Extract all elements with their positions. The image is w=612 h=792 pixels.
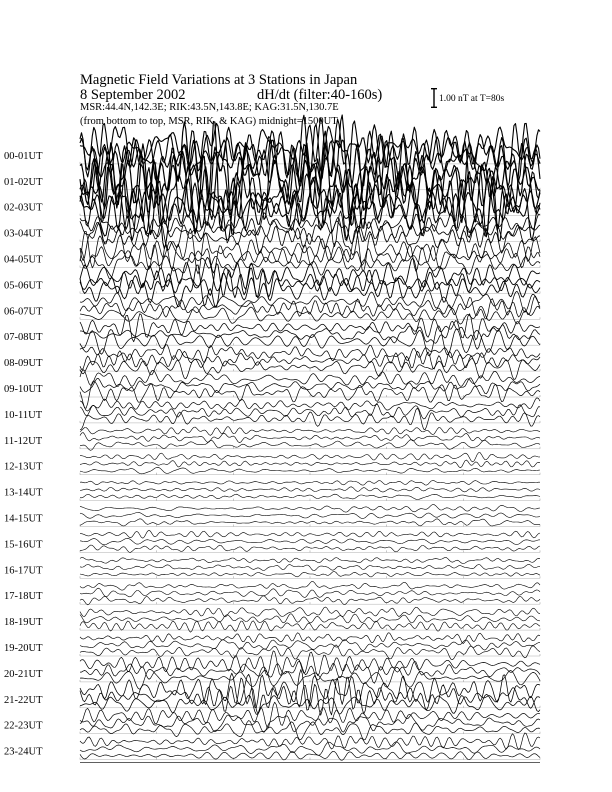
trace-rik	[80, 588, 540, 597]
trace-kag	[80, 582, 540, 591]
trace-rik	[80, 433, 540, 443]
trace-rik	[80, 351, 540, 370]
chart-date: 8 September 2002	[80, 87, 186, 103]
chart-title: Magnetic Field Variations at 3 Stations in Japan	[80, 72, 358, 88]
trace-rik	[80, 296, 540, 319]
trace-msr	[80, 326, 540, 356]
chart-quantity: dH/dt (filter:40-160s)	[257, 87, 383, 103]
trace-rik	[80, 564, 540, 570]
hour-row-label: 11-12UT	[4, 435, 43, 447]
hour-row-label: 20-21UT	[4, 668, 43, 680]
trace-rik	[80, 614, 540, 623]
hour-row-label: 15-16UT	[4, 539, 43, 551]
trace-rik	[80, 460, 540, 468]
trace-kag	[80, 733, 540, 750]
trace-rik	[80, 512, 540, 518]
trace-kag	[80, 453, 540, 462]
hour-row-label: 13-14UT	[4, 487, 43, 499]
scale-label: 1.00 nT at T=80s	[439, 94, 505, 104]
trace-rik	[80, 677, 540, 715]
trace-kag	[80, 398, 540, 411]
trace-kag	[80, 505, 540, 513]
station-order-note: (from bottom to top, MSR, RIK, & KAG) midnight=1500UT	[80, 116, 338, 127]
hour-row-label: 18-19UT	[4, 617, 43, 629]
trace-rik	[80, 487, 540, 492]
trace-kag	[80, 427, 540, 436]
trace-msr	[80, 572, 540, 577]
hour-row-label: 01-02UT	[4, 176, 43, 188]
hour-row-label: 23-24UT	[4, 746, 43, 758]
hour-row-label: 03-04UT	[4, 228, 43, 240]
station-coordinates: MSR:44.4N,142.3E; RIK:43.5N,143.8E; KAG:31.5N,130.7E	[80, 102, 339, 113]
hour-row-label: 22-23UT	[4, 720, 43, 732]
hour-row-label: 08-09UT	[4, 358, 43, 370]
trace-rik	[80, 640, 540, 651]
hour-row-label: 09-10UT	[4, 384, 43, 395]
hour-row-label: 05-06UT	[4, 280, 43, 292]
trace-kag	[80, 480, 540, 485]
trace-kag	[80, 122, 540, 225]
trace-msr	[80, 307, 540, 325]
trace-msr	[80, 381, 540, 409]
hour-row-label: 02-03UT	[4, 202, 43, 214]
trace-kag	[80, 530, 540, 538]
trace-kag	[80, 558, 540, 564]
trace-rik	[80, 742, 540, 756]
trace-msr	[80, 667, 540, 689]
hour-row-label: 16-17UT	[4, 565, 43, 577]
hour-row-label: 12-13UT	[4, 461, 43, 473]
hour-row-label: 19-20UT	[4, 643, 43, 654]
trace-rik	[80, 538, 540, 545]
trace-kag	[80, 607, 540, 617]
hour-row-label: 17-18UT	[4, 591, 43, 603]
hour-row-label: 06-07UT	[4, 306, 43, 318]
hour-row-label: 00-01UT	[4, 150, 43, 162]
hour-row-label: 04-05UT	[4, 254, 43, 266]
hour-row-label: 10-11UT	[4, 409, 43, 421]
hour-row-label: 14-15UT	[4, 513, 43, 525]
hour-row-label: 21-22UT	[4, 694, 43, 706]
hour-row-label: 07-08UT	[4, 332, 43, 344]
